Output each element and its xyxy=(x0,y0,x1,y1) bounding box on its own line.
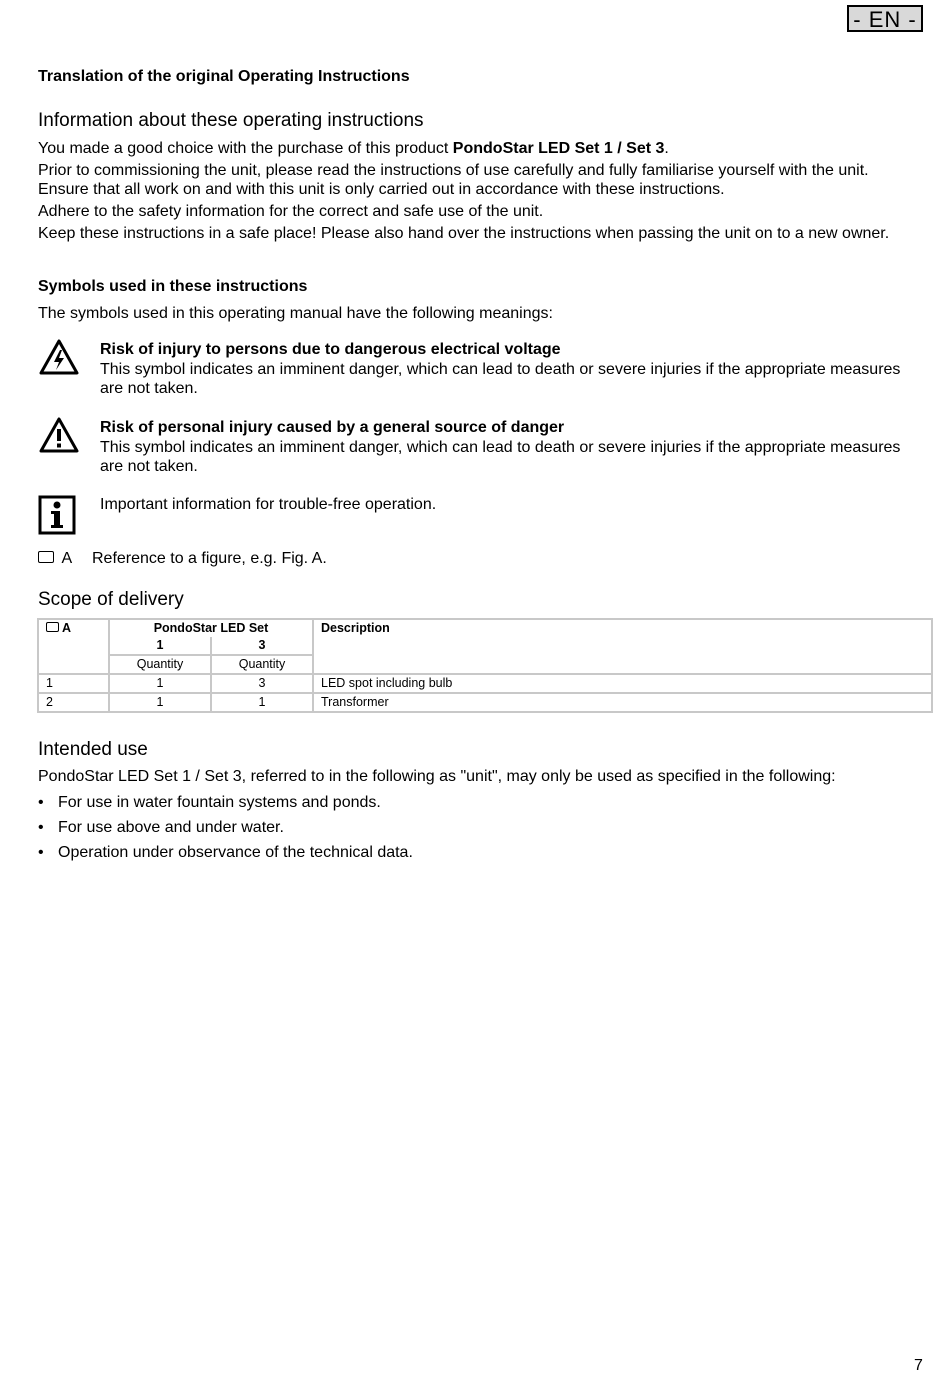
language-tag: - EN - xyxy=(847,5,923,32)
row-quantity-set-3: 3 xyxy=(211,674,313,693)
figure-reference-icon xyxy=(38,551,54,563)
row-description: LED spot including bulb xyxy=(313,674,932,693)
symbol-electrical-title: Risk of injury to persons due to dangerous electrical voltage xyxy=(100,341,561,358)
symbol-info-text: Important information for trouble-free operation. xyxy=(100,496,437,513)
info-section-heading: Information about these operating instructions xyxy=(38,110,424,131)
scope-section-heading: Scope of delivery xyxy=(38,589,184,610)
info-paragraph-3: Ensure that all work on and with this unit is only carried out in accordance with these instructions. xyxy=(38,181,725,198)
intended-use-heading: Intended use xyxy=(38,739,148,760)
intended-use-intro: PondoStar LED Set 1 / Set 3, referred to in the following as "unit", may only be used as specified in the following: xyxy=(38,768,836,785)
product-name: PondoStar LED Set 1 / Set 3 xyxy=(452,140,665,157)
info-paragraph-4: Adhere to the safety information for the correct and safe use of the unit. xyxy=(38,203,544,220)
table-row xyxy=(38,674,932,693)
symbol-danger-text: This symbol indicates an imminent danger, which can lead to death or severe injuries if the appropriate measures are not taken. xyxy=(100,438,901,475)
row-position: 1 xyxy=(38,674,109,693)
set-3-header: 3 xyxy=(211,637,313,655)
row-quantity-set-1: 1 xyxy=(109,674,211,693)
figure-reference-letter: A xyxy=(61,550,73,567)
row-description: Transformer xyxy=(313,693,932,712)
info-intro-text: You made a good choice with the purchase of this product xyxy=(38,140,453,157)
info-paragraph-5: Keep these instructions in a safe place! Please also hand over the instructions when passing the unit on to a new owner. xyxy=(38,225,890,242)
info-intro-paragraph xyxy=(38,139,928,159)
document-subtitle: Translation of the original Operating Instructions xyxy=(38,68,410,85)
info-intro-end: . xyxy=(664,140,669,157)
page-number: 7 xyxy=(914,1357,923,1374)
table-header-row xyxy=(38,619,932,637)
figure-reference-text: Reference to a figure, e.g. Fig. A. xyxy=(92,550,327,567)
set-1-header: 1 xyxy=(109,637,211,655)
general-danger-icon xyxy=(38,416,80,459)
symbol-electrical-block xyxy=(100,340,920,399)
fig-column-letter: A xyxy=(62,621,72,635)
symbols-section-heading: Symbols used in these instructions xyxy=(38,278,308,295)
row-quantity-set-1: 1 xyxy=(109,693,211,712)
quantity-label-set-3: Quantity xyxy=(211,655,313,674)
information-icon xyxy=(38,495,76,540)
figure-reference-icon xyxy=(46,622,59,632)
symbol-danger-title: Risk of personal injury caused by a general source of danger xyxy=(100,419,565,436)
electrical-hazard-icon xyxy=(38,338,80,381)
symbol-electrical-text: This symbol indicates an imminent danger, which can lead to death or severe injuries if the appropriate measures are not taken. xyxy=(100,360,901,397)
info-paragraph-2: Prior to commissioning the unit, please read the instructions of use carefully and fully familiarise yourself with the unit. xyxy=(38,162,869,179)
fig-column-header xyxy=(38,619,109,674)
list-item: • Operation under observance of the technical data. xyxy=(38,843,413,868)
list-item: • For use above and under water. xyxy=(38,818,413,843)
scope-of-delivery-table xyxy=(37,618,933,713)
row-quantity-set-3: 1 xyxy=(211,693,313,712)
description-column-header: Description xyxy=(313,619,932,674)
table-row xyxy=(38,693,932,712)
intended-use-list xyxy=(38,793,413,868)
set-column-header: PondoStar LED Set xyxy=(109,619,313,637)
list-item: • For use in water fountain systems and ponds. xyxy=(38,793,413,818)
quantity-label-set-1: Quantity xyxy=(109,655,211,674)
symbols-intro: The symbols used in this operating manual have the following meanings: xyxy=(38,305,553,322)
row-position: 2 xyxy=(38,693,109,712)
symbol-danger-block xyxy=(100,418,920,477)
figure-reference xyxy=(38,549,72,569)
